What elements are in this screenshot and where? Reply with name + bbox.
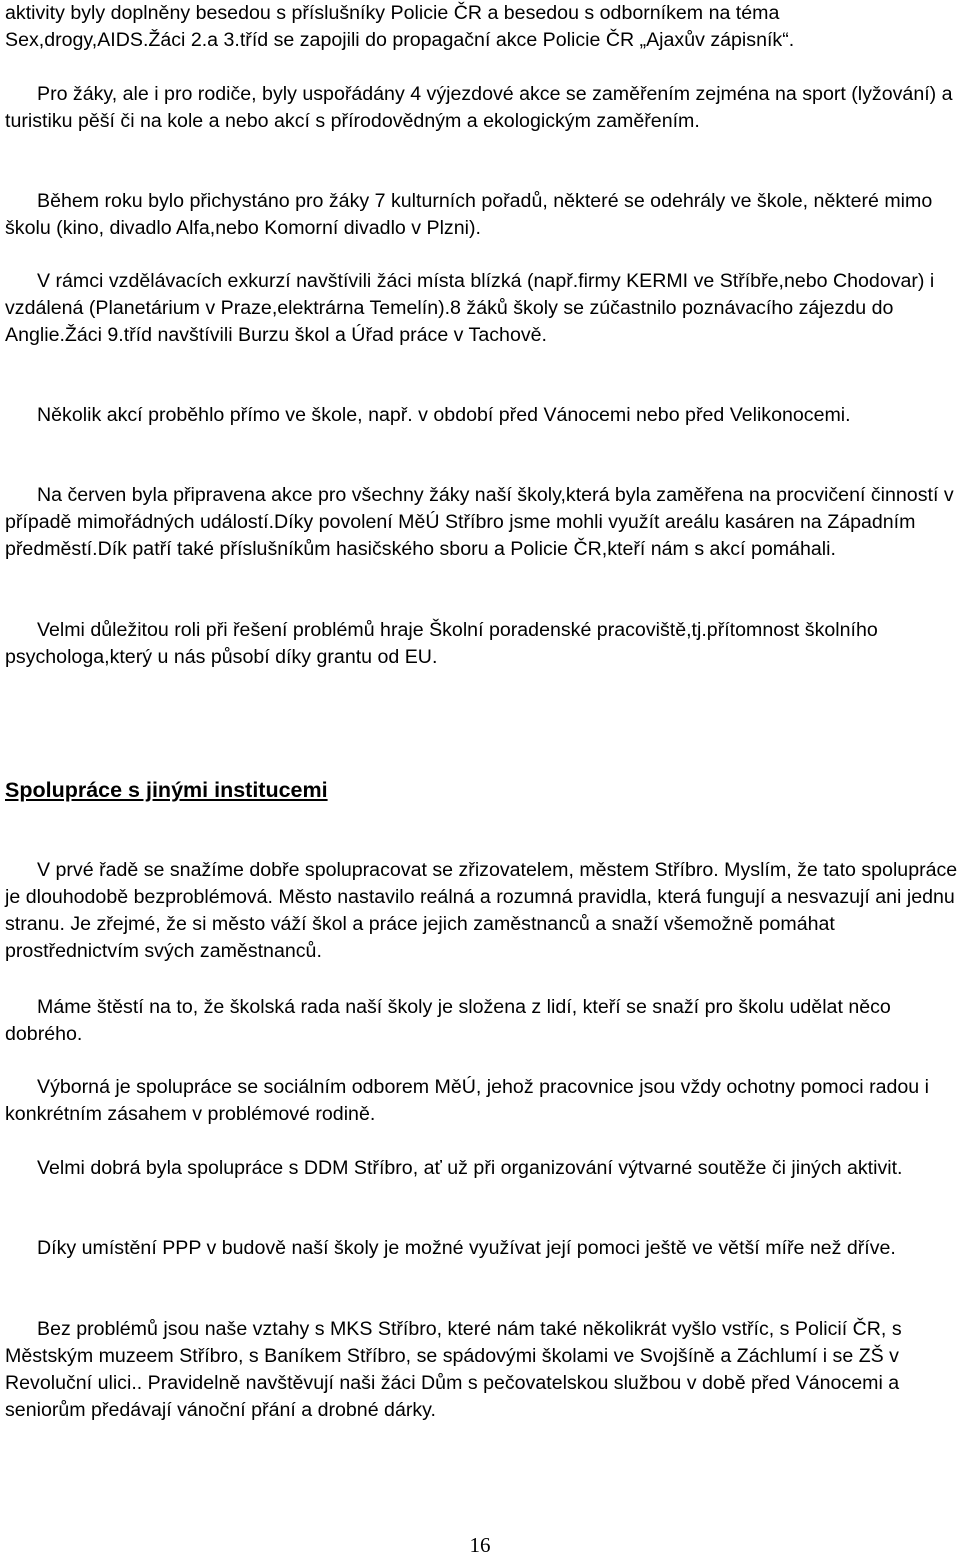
paragraph-trips bbox=[5, 81, 960, 135]
paragraph-text: Velmi dobrá byla spolupráce s DDM Stříbro, ať už při organizování výtvarné soutěže či jiných aktivit. bbox=[37, 1157, 903, 1179]
paragraph-text: Máme štěstí na to, že školská rada naší školy je složena z lidí, kteří se snaží pro školu udělat něco dobrého. bbox=[5, 996, 891, 1045]
paragraph-text: V prvé řadě se snažíme dobře spolupracovat se zřizovatelem, městem Stříbro. Myslím, že tato spolupráce je dlouhodobě bezproblémová. Město nastavilo reálná a rozumná pravidla, která fungují a nesvazují ani jednu stranu. Je zřejmé, že si město váží škol a práce jejich zaměstnanců a snaží všemožně pomáhat prostřednictvím svých zaměstnanců. bbox=[5, 859, 958, 962]
page-number: 16 bbox=[469, 1533, 491, 1557]
paragraph-ppp bbox=[5, 1235, 960, 1262]
paragraph-text: Velmi důležitou roli při řešení problémů hraje Školní poradenské pracoviště,tj.přítomnost školního psychologa,který u nás působí díky grantu od EU. bbox=[5, 619, 878, 668]
paragraph-school-events bbox=[5, 402, 960, 429]
paragraph-activities-police bbox=[5, 0, 960, 54]
paragraph-excursions bbox=[5, 268, 960, 349]
paragraph-text: Během roku bylo přichystáno pro žáky 7 kulturních pořadů, některé se odehrály ve škole, některé mimo školu (kino, divadlo Alfa,nebo Komorní divadlo v Plzni). bbox=[5, 190, 933, 239]
paragraph-other-institutions bbox=[5, 1316, 960, 1424]
paragraph-school-council bbox=[5, 994, 960, 1048]
paragraph-founder-cooperation bbox=[5, 857, 960, 965]
paragraph-text: Bez problémů jsou naše vztahy s MKS Stříbro, které nám také několikrát vyšlo vstříc, s Policií ČR, s Městským muzeem Stříbro, s Baníkem Stříbro, se spádovými školami ve Svojšíně a Záchlumí i se ZŠ v Revoluční ulici.. Pravidelně navštěvují naši žáci Dům s pečovatelskou službou v době před Vánocemi a seniorům předávají vánoční přání a drobné dárky. bbox=[5, 1318, 902, 1421]
paragraph-text: Díky umístění PPP v budově naší školy je možné využívat její pomoci ještě ve větší míře než dříve. bbox=[37, 1237, 896, 1259]
paragraph-text: aktivity byly doplněny besedou s příslušníky Policie ČR a besedou s odborníkem na téma Sex,drogy,AIDS.Žáci 2.a 3.tříd se zapojili do propagační akce Policie ČR „Ajaxův zápisník“. bbox=[5, 2, 795, 51]
paragraph-counseling bbox=[5, 617, 960, 671]
paragraph-ddm bbox=[5, 1155, 960, 1182]
paragraph-cultural-events bbox=[5, 188, 960, 242]
paragraph-social-department bbox=[5, 1074, 960, 1128]
paragraph-emergency-drill bbox=[5, 482, 960, 563]
paragraph-text: V rámci vzdělávacích exkurzí navštívili žáci místa blízká (např.firmy KERMI ve Stříbře,nebo Chodovar) i vzdálená (Planetárium v Praze,elektrárna Temelín).8 žáků školy se zúčastnilo poznávacího zájezdu do Anglie.Žáci 9.tříd navštívili Burzu škol a Úřad práce v Tachově. bbox=[5, 270, 935, 346]
paragraph-text: Výborná je spolupráce se sociálním odborem MěÚ, jehož pracovnice jsou vždy ochotny pomoci radou i konkrétním zásahem v problémové rodině. bbox=[5, 1076, 929, 1125]
paragraph-text: Na červen byla připravena akce pro všechny žáky naší školy,která byla zaměřena na procvičení činností v případě mimořádných událostí.Díky povolení MěÚ Stříbro jsme mohli využít areálu kasáren na Západním předměstí.Dík patří také příslušníkům hasičského sboru a Policie ČR,kteří nám s akcí pomáhali. bbox=[5, 484, 954, 560]
section-heading: Spolupráce s jinými institucemi bbox=[5, 778, 328, 802]
paragraph-text: Několik akcí proběhlo přímo ve škole, např. v období před Vánocemi nebo před Velikonocemi. bbox=[37, 404, 851, 426]
paragraph-text: Pro žáky, ale i pro rodiče, byly uspořádány 4 výjezdové akce se zaměřením zejména na sport (lyžování) a turistiku pěší či na kole a nebo akcí s přírodovědným a ekologickým zaměřením. bbox=[5, 83, 953, 132]
